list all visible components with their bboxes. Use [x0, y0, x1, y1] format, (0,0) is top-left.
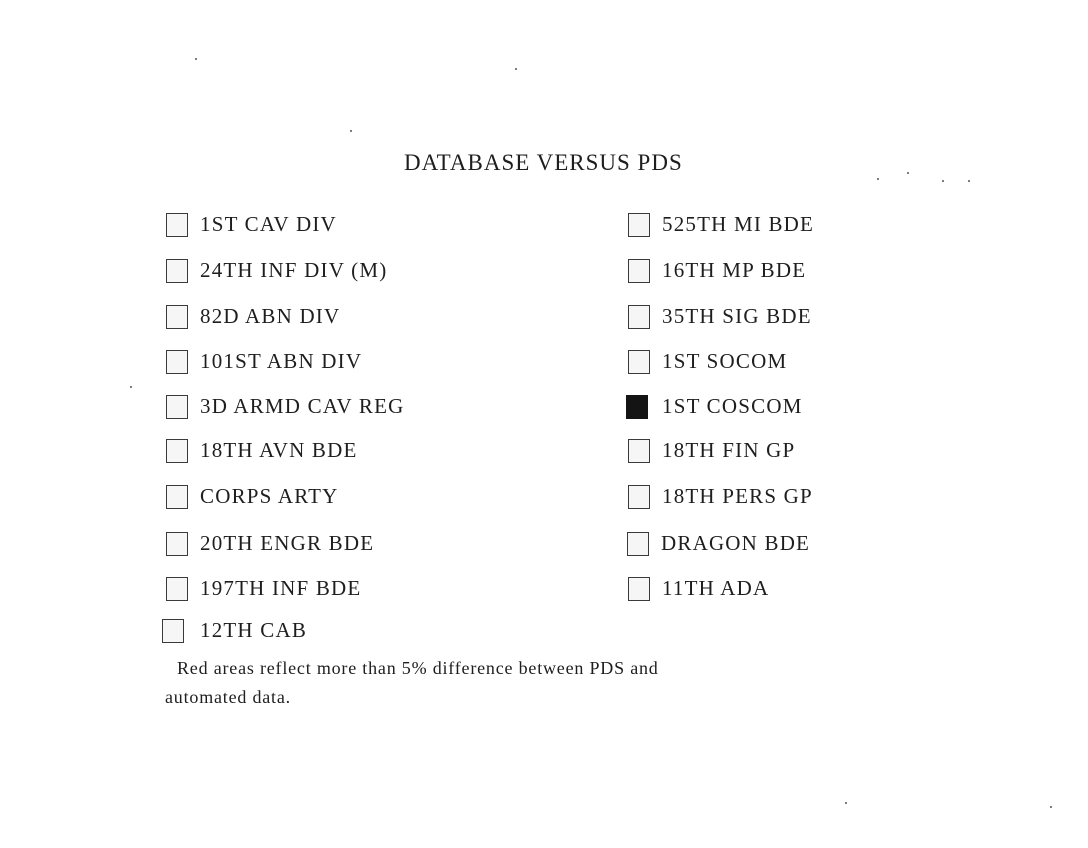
legend-label: CORPS ARTY — [200, 484, 339, 508]
legend-item — [628, 349, 787, 374]
scan-speck — [968, 180, 970, 182]
legend-label: 18TH AVN BDE — [200, 438, 358, 462]
legend-label: 525TH MI BDE — [662, 212, 815, 236]
legend-label: 18TH PERS GP — [662, 484, 813, 508]
legend-box — [166, 577, 188, 601]
legend-box — [166, 305, 188, 329]
legend-label: 11TH ADA — [662, 576, 770, 600]
scan-speck — [907, 172, 909, 174]
legend-item — [166, 394, 405, 419]
scan-speck — [845, 802, 847, 804]
legend-box — [628, 305, 650, 329]
legend-item — [628, 304, 812, 329]
legend-box — [166, 395, 188, 419]
legend-item — [626, 394, 803, 419]
legend-item — [627, 531, 810, 556]
footnote-line: Red areas reflect more than 5% difference between PDS and — [177, 658, 659, 678]
legend-item — [166, 349, 362, 374]
legend-label: 35TH SIG BDE — [662, 304, 812, 328]
legend-box — [628, 577, 650, 601]
legend-item — [628, 576, 769, 601]
legend-label: 101ST ABN DIV — [200, 349, 363, 373]
legend-label: DRAGON BDE — [661, 531, 811, 555]
legend-label: 20TH ENGR BDE — [200, 531, 375, 555]
legend-box — [628, 259, 650, 283]
scan-speck — [130, 386, 132, 388]
legend-box — [628, 350, 650, 374]
legend-item — [166, 258, 387, 283]
legend-box — [166, 485, 188, 509]
legend-box — [166, 350, 188, 374]
scan-speck — [942, 180, 944, 182]
legend-box — [166, 439, 188, 463]
legend-label: 1ST COSCOM — [662, 394, 803, 418]
legend-item — [166, 531, 374, 556]
legend-label: 1ST SOCOM — [662, 349, 788, 373]
legend-box — [166, 213, 188, 237]
legend-item — [166, 212, 337, 237]
legend-label: 18TH FIN GP — [662, 438, 796, 462]
page-title: DATABASE VERSUS PDS — [404, 150, 683, 175]
legend-label: 24TH INF DIV (M) — [200, 258, 388, 282]
scan-speck — [877, 178, 879, 180]
legend-box-filled — [626, 395, 648, 419]
legend-box — [628, 485, 650, 509]
legend-label: 197TH INF BDE — [200, 576, 362, 600]
scan-speck — [1050, 806, 1052, 808]
scan-speck — [350, 130, 352, 132]
legend-item — [162, 618, 307, 643]
legend-item — [628, 438, 795, 463]
legend-box — [627, 532, 649, 556]
legend-box — [166, 532, 188, 556]
legend-item — [166, 304, 340, 329]
legend-label: 1ST CAV DIV — [200, 212, 337, 236]
legend-box — [628, 213, 650, 237]
legend-label: 12TH CAB — [200, 618, 308, 642]
legend-item — [166, 484, 339, 509]
legend-label: 82D ABN DIV — [200, 304, 341, 328]
scan-speck — [195, 58, 197, 60]
legend-item — [628, 258, 806, 283]
scan-speck — [515, 68, 517, 70]
legend-box — [162, 619, 184, 643]
legend-item — [166, 438, 358, 463]
footnote — [165, 654, 825, 712]
legend-item — [628, 484, 813, 509]
legend-box — [628, 439, 650, 463]
legend-label: 16TH MP BDE — [662, 258, 807, 282]
legend-label: 3D ARMD CAV REG — [200, 394, 405, 418]
legend-box — [166, 259, 188, 283]
legend-item — [628, 212, 814, 237]
legend-item — [166, 576, 361, 601]
footnote-line: automated data. — [165, 687, 291, 707]
